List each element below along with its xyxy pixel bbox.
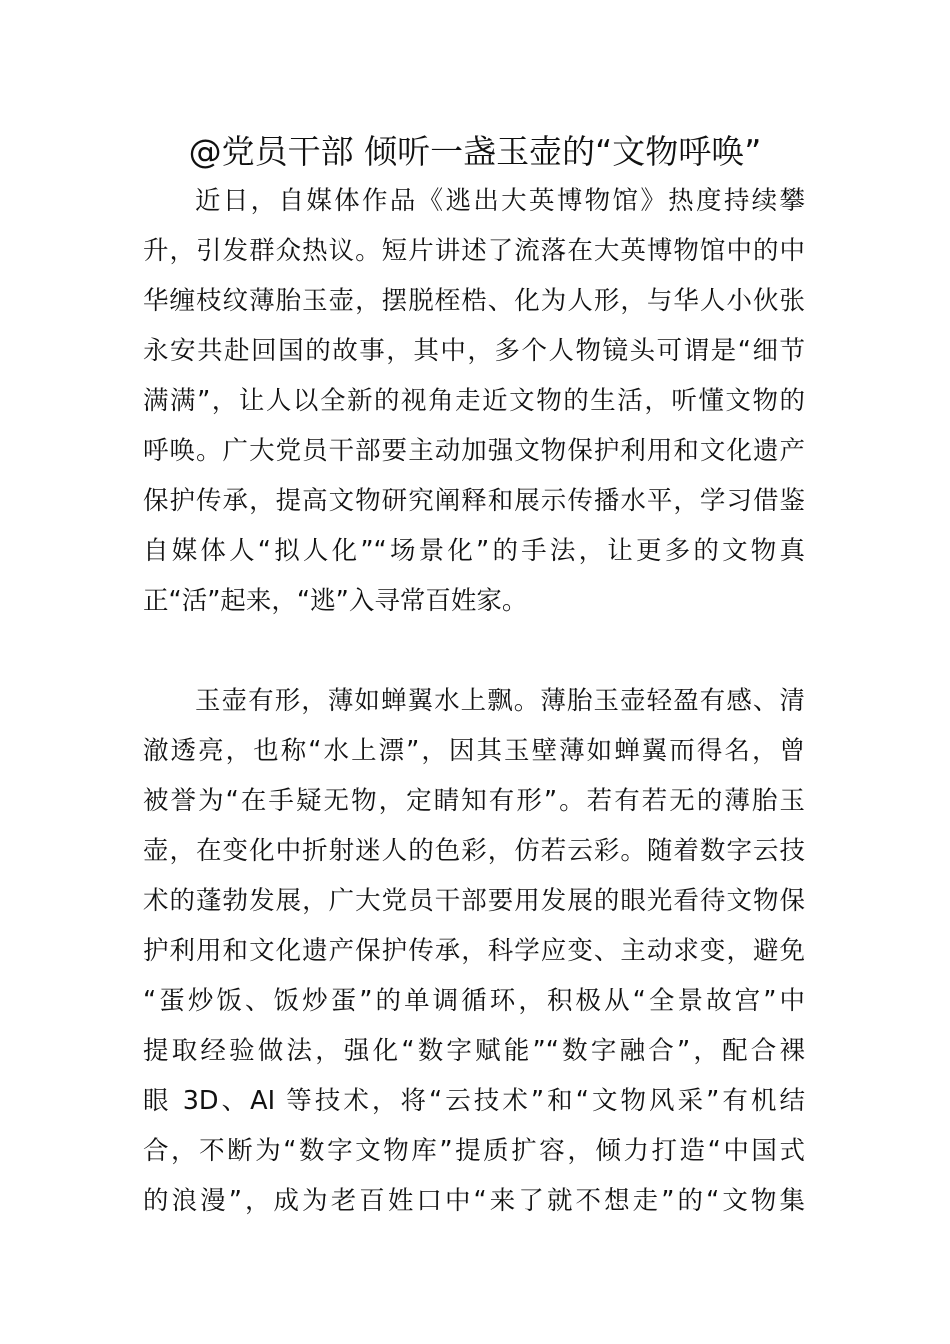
- paragraph-line: 近日，自媒体作品《逃出大英博物馆》热度持续攀: [195, 186, 805, 216]
- paragraph-spacer: [143, 626, 805, 676]
- paragraph-line: 华缠枝纹薄胎玉壶，摆脱桎梏、化为人形，与华人小伙张: [143, 286, 805, 316]
- paragraph-line: 永安共赴回国的故事，其中，多个人物镜头可谓是“细节: [143, 336, 805, 366]
- paragraph-line: “蛋炒饭、饭炒蛋”的单调循环，积极从“全景故宫”中: [143, 986, 805, 1016]
- paragraph-2: [143, 676, 805, 1226]
- paragraph-line: 自媒体人“拟人化”“场景化”的手法，让更多的文物真: [143, 536, 805, 566]
- paragraph-line: 保护传承，提高文物研究阐释和展示传播水平，学习借鉴: [143, 486, 805, 516]
- paragraph-line: 的浪漫”，成为老百姓口中“来了就不想走”的“文物集: [143, 1186, 805, 1216]
- paragraph-line: 提取经验做法，强化“数字赋能”“数字融合”，配合裸: [143, 1036, 805, 1066]
- paragraph-line: 护利用和文化遗产保护传承，科学应变、主动求变，避免: [143, 936, 805, 966]
- paragraph-line: 升，引发群众热议。短片讲述了流落在大英博物馆中的中: [143, 236, 805, 266]
- page-title: @党员干部 倾听一盏玉壶的“文物呼唤”: [188, 132, 762, 171]
- paragraph-line: 满满”，让人以全新的视角走近文物的生活，听懂文物的: [143, 386, 805, 416]
- paragraph-line: 被誉为“在手疑无物，定睛知有形”。若有若无的薄胎玉: [143, 786, 805, 816]
- paragraph-line: 澈透亮，也称“水上漂”，因其玉壁薄如蝉翼而得名，曾: [143, 736, 805, 766]
- paragraph-line: 玉壶有形，薄如蝉翼水上飘。薄胎玉壶轻盈有感、清: [195, 686, 805, 716]
- paragraph-line: 壶，在变化中折射迷人的色彩，仿若云彩。随着数字云技: [143, 836, 805, 866]
- paragraph-line: 合，不断为“数字文物库”提质扩容，倾力打造“中国式: [143, 1136, 805, 1166]
- paragraph-line: 术的蓬勃发展，广大党员干部要用发展的眼光看待文物保: [143, 886, 805, 916]
- paragraph-1: [143, 176, 805, 626]
- paragraph-line: 正“活”起来，“逃”入寻常百姓家。: [143, 586, 528, 616]
- article-body: [143, 176, 805, 1226]
- paragraph-line: 呼唤。广大党员干部要主动加强文物保护利用和文化遗产: [143, 436, 805, 466]
- paragraph-line: 眼 3D、AI 等技术，将“云技术”和“文物风采”有机结: [143, 1086, 805, 1116]
